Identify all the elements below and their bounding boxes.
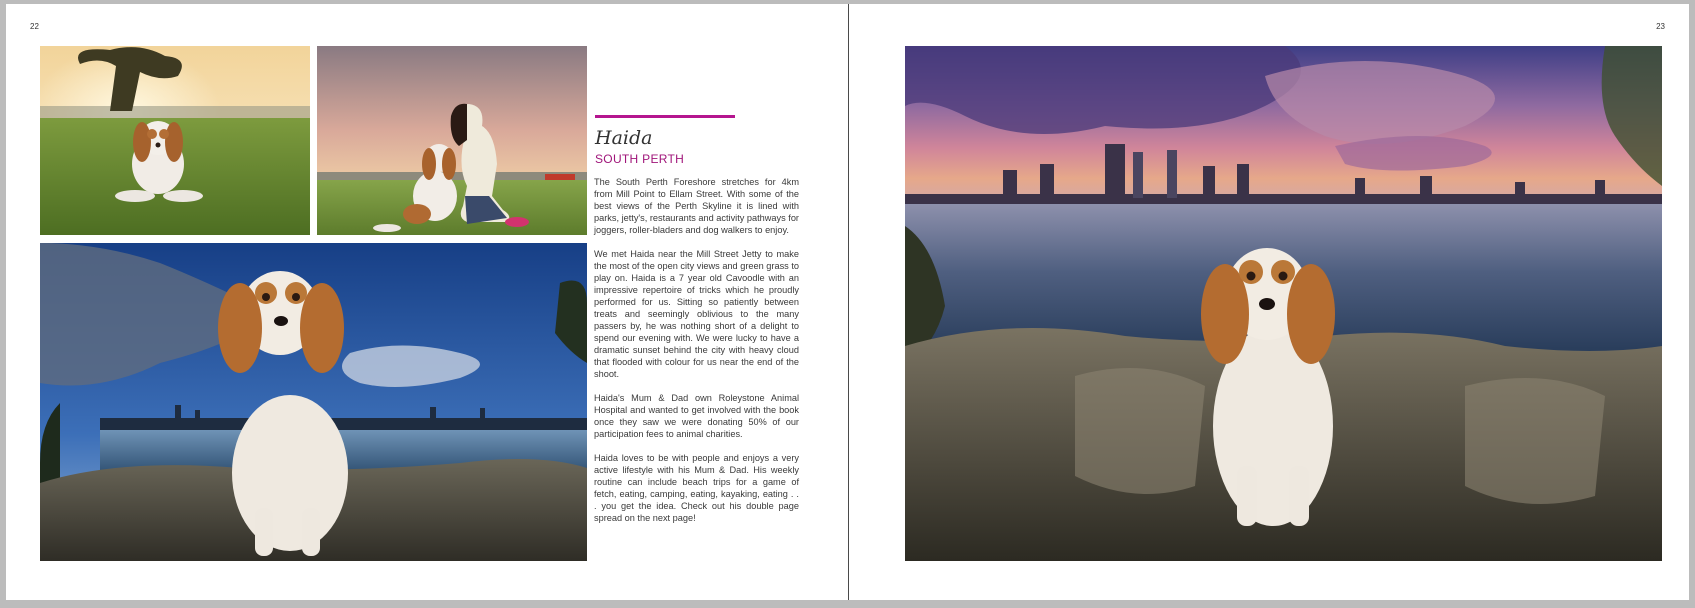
page-number: 23 xyxy=(1656,22,1665,31)
book-spread xyxy=(6,4,1689,600)
dog-name-heading: Haida xyxy=(595,127,653,149)
location-subheading: SOUTH PERTH xyxy=(595,152,685,166)
article-paragraph: We met Haida near the Mill Street Jetty to make the most of the open city views and green grass to play on. Haida is a 7 year old Cavoodle with an impressive repertoire of tricks which he proudly performed for us. Sitting so patiently between treats and seemingly oblivious to the many passers by, he was nothing short of a delight to spend our evening with. We were lucky to have a dramatic sunset behind the city with heavy cloud that flooded with colour for us near the end of the shoot. xyxy=(594,249,799,379)
right-page xyxy=(849,4,1689,600)
accent-rule xyxy=(595,115,735,118)
page-number: 22 xyxy=(30,22,39,31)
article-paragraph: Haida's Mum & Dad own Roleystone Animal Hospital and wanted to get involved with the book once they saw we were donating 50% of our participation fees to animal charities. xyxy=(594,393,799,439)
article-body xyxy=(594,176,799,536)
photo-dog-skyline-portrait xyxy=(40,243,587,561)
photo-woman-with-dog xyxy=(317,46,587,235)
photo-dog-sunset-skyline xyxy=(905,46,1662,561)
photo-dog-on-grass xyxy=(40,46,310,235)
article-paragraph: Haida loves to be with people and enjoys a very active lifestyle with his Mum & Dad. His weekly routine can include beach trips for a game of fetch, eating, camping, eating, kayaking, eating . . . you get the idea. Check out his double page spread on the next page! xyxy=(594,453,799,523)
left-page xyxy=(6,4,848,600)
article-paragraph: The South Perth Foreshore stretches for 4km from Mill Point to Ellam Street. With some of the best views of the Perth Skyline it is lined with parks, jetty's, restaurants and activity pathways for joggers, roller-bladers and dog walkers to enjoy. xyxy=(594,177,799,235)
